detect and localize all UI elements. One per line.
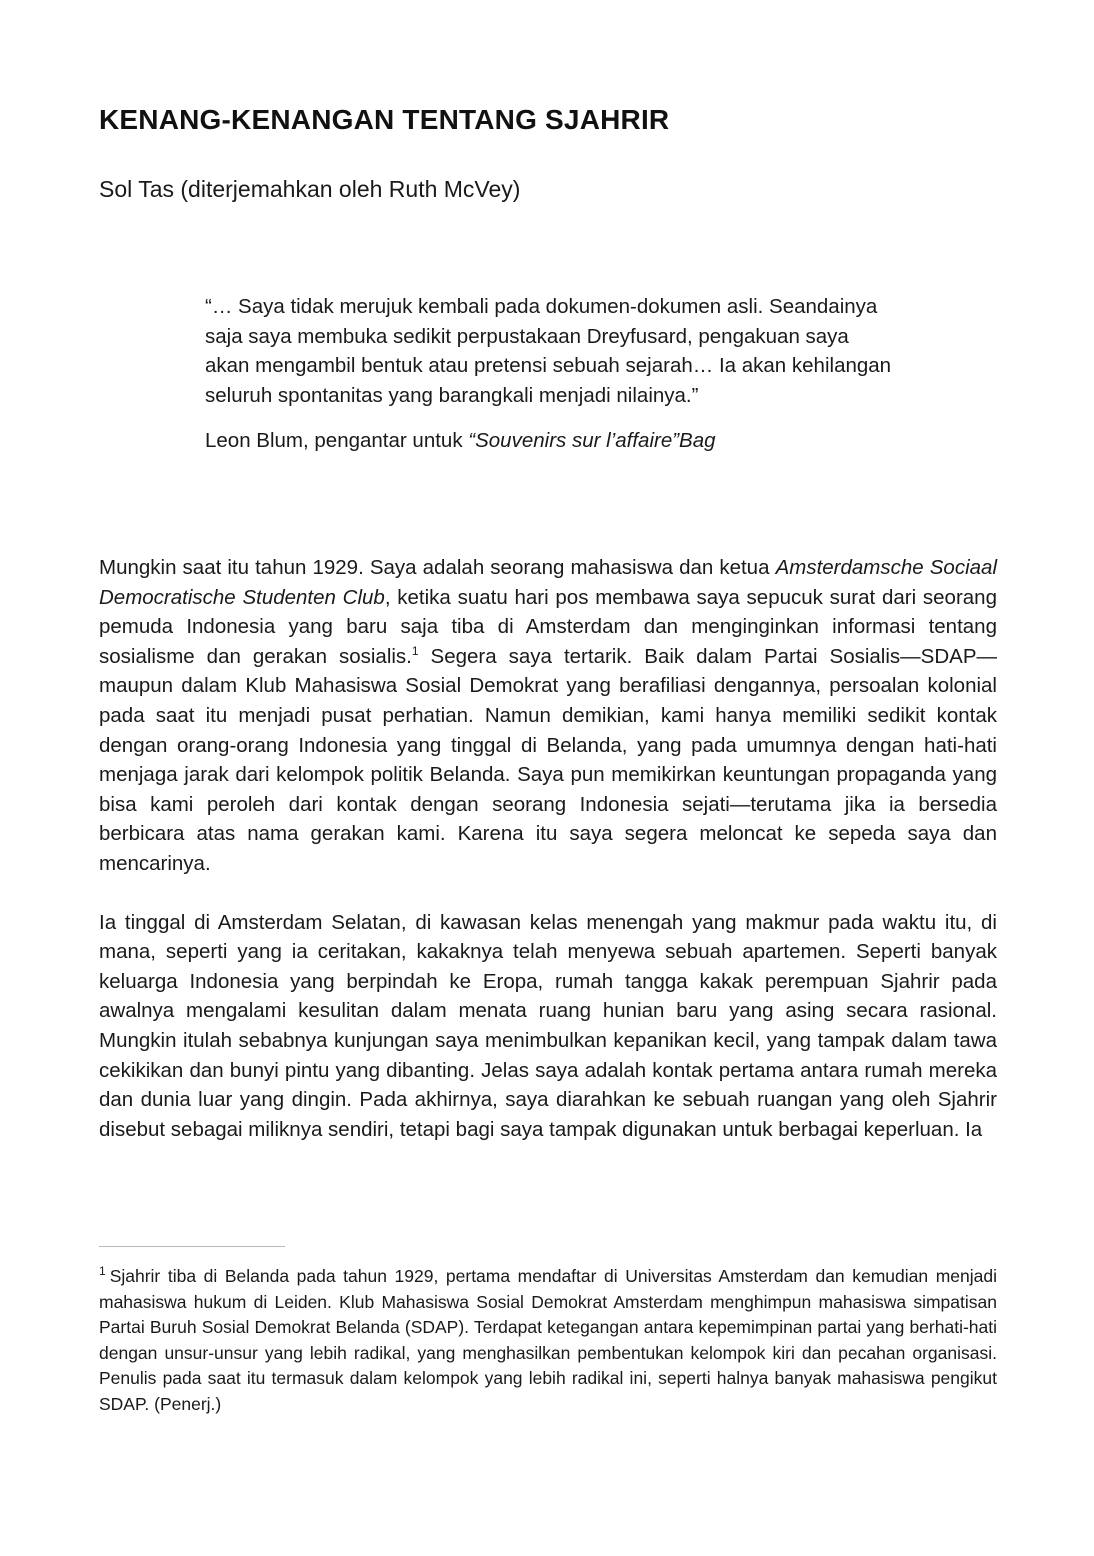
epigraph-attribution-author: Leon Blum, pengantar untuk	[205, 429, 469, 453]
paragraph-text: Segera saya tertarik. Baik dalam Partai Sosialis—SDAP—maupun dalam Klub Mahasiswa Sosial Demokrat yang berafiliasi dengannya, persoalan kolonial pada saat itu menjadi pusat perhatian. Namun demikian, kami hanya memiliki sedikit kontak dengan orang-orang Indonesia yang tinggal di Belanda, yang pada umumnya dengan hati-hati menjaga jarak dari kelompok politik Belanda. Saya pun memikirkan keuntungan propaganda yang bisa kami peroleh dari kontak dengan seorang Indonesia sejati—terutama jika ia bersedia berbicara atas nama gerakan kami. Karena itu saya segera meloncat ke sepeda saya dan mencarinya.	[99, 644, 997, 875]
body-paragraph: Ia tinggal di Amsterdam Selatan, di kawasan kelas menengah yang makmur pada waktu itu, di mana, seperti yang ia ceritakan, kakaknya telah menyewa sebuah apartemen. Seperti banyak keluarga Indonesia yang berpindah ke Eropa, rumah tangga kakak perempuan Sjahrir pada awalnya mengalami kesulitan dalam menata ruang hunian baru yang asing secara rasional. Mungkin itulah sebabnya kunjungan saya menimbulkan kepanikan kecil, yang tampak dalam tawa cekikikan dan bunyi pintu yang dibanting. Jelas saya adalah kontak pertama antara rumah mereka dan dunia luar yang dingin. Pada akhirnya, saya diarahkan ke sebuah ruangan yang oleh Sjahrir disebut sebagai miliknya sendiri, tetapi bagi saya tampak digunakan untuk berbagai keperluan. Ia	[99, 910, 997, 1141]
epigraph	[205, 292, 895, 456]
epigraph-quote: “… Saya tidak merujuk kembali pada dokumen-dokumen asli. Seandainya saja saya membuka sedikit perpustakaan Dreyfusard, pengakuan saya akan mengambil bentuk atau pretensi sebuah sejarah… Ia akan kehilangan seluruh spontanitas yang barangkali menjadi nilainya.”	[205, 295, 892, 407]
body-text	[99, 553, 997, 1144]
footnote-number: 1	[99, 1264, 106, 1279]
footnote-text: Sjahrir tiba di Belanda pada tahun 1929, pertama mendaftar di Universitas Amsterdam dan kemudian menjadi mahasiswa hukum di Leiden. Klub Mahasiswa Sosial Demokrat Amsterdam menghimpun mahasiswa simpatisan Partai Buruh Sosial Demokrat Belanda (SDAP). Terdapat ketegangan antara kepemimpinan partai yang berhati-hati dengan unsur-unsur yang lebih radikal, yang menghasilkan pembentukan kelompok kiri dan pecahan organisasi. Penulis pada saat itu termasuk dalam kelompok yang lebih radikal ini, seperti halnya banyak mahasiswa pengikut SDAP. (Penerj.)	[99, 1266, 997, 1414]
paragraph-text: Mungkin saat itu tahun 1929. Saya adalah seorang mahasiswa dan ketua	[99, 556, 776, 579]
document-subtitle: Sol Tas (diterjemahkan oleh Ruth McVey)	[99, 176, 521, 202]
epigraph-attribution-suffix: Bag	[679, 429, 716, 453]
footnote-divider	[99, 1246, 285, 1247]
body-paragraph	[99, 553, 997, 879]
epigraph-attribution-title: “Souvenirs sur l’affaire”	[468, 429, 680, 453]
footnote-reference[interactable]: 1	[411, 643, 419, 658]
club-name: Amsterdamsche Sociaal Democratische Studenten Club	[99, 556, 997, 609]
document-title: KENANG-KENANGAN TENTANG SJAHRIR	[99, 104, 670, 135]
paragraph-text: , ketika suatu hari pos membawa saya sepucuk surat dari seorang pemuda Indonesia yang baru saja tiba di Amsterdam dan menginginkan informasi tentang sosialisme dan gerakan sosialis.	[99, 585, 997, 668]
epigraph-attribution	[205, 426, 895, 456]
footnote	[99, 1264, 997, 1417]
